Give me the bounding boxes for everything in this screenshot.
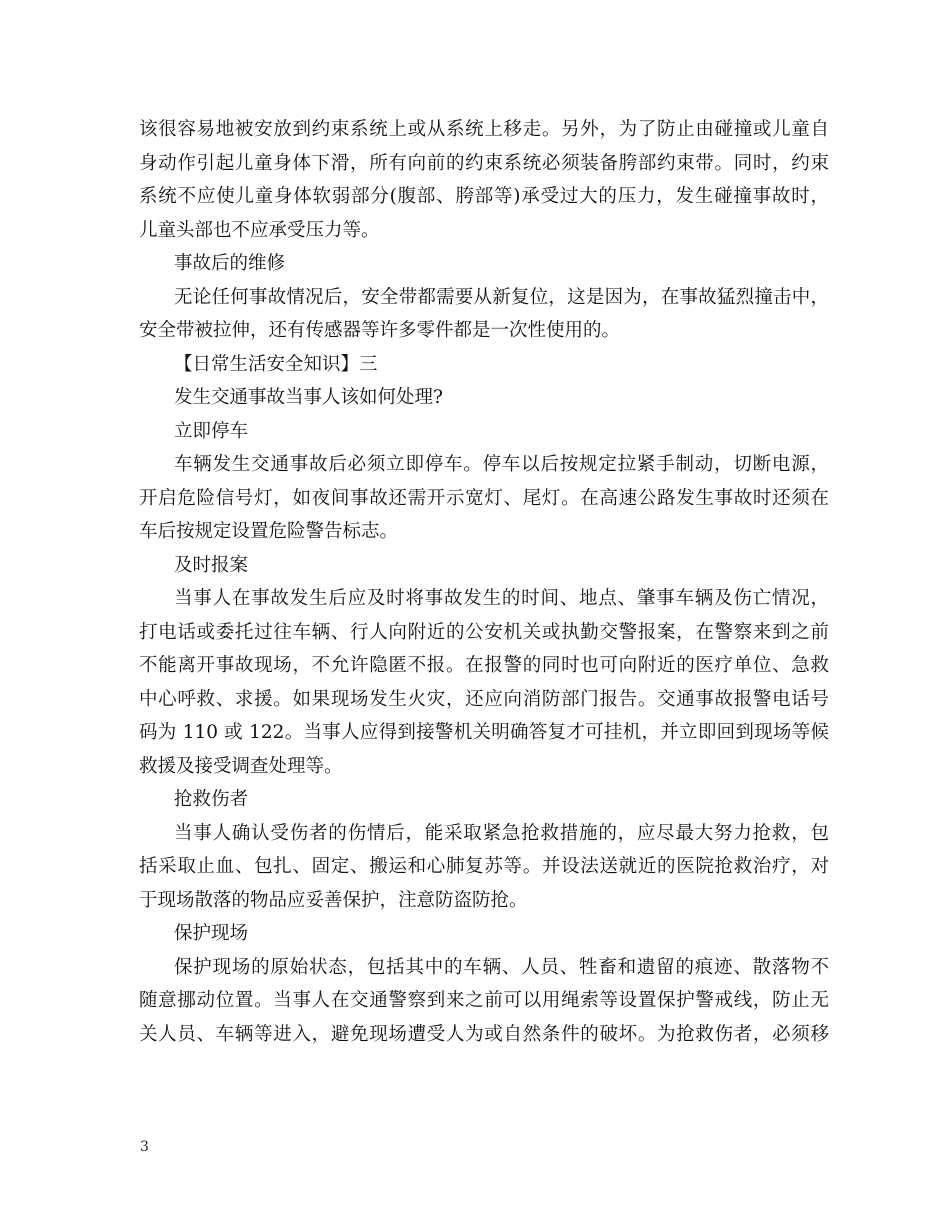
text-line: 码为 110 或 122。当事人应得到接警机关明确答复才可挂机，并立即回到现场等候: [139, 722, 829, 743]
section-heading: 及时报案: [174, 554, 249, 576]
section-heading: 保护现场: [174, 923, 249, 944]
section-heading: 立即停车: [174, 420, 249, 442]
text-line: 关人员、车辆等进入，避免现场遭受人为或自然条件的破坏。为抢救伤者，必须移: [139, 1023, 829, 1045]
text-line: 当事人确认受伤者的伤情后，能采取紧急抢救措施的，应尽最大努力抢救，包: [174, 822, 829, 844]
section-heading: 【日常生活安全知识】三: [174, 353, 378, 375]
text-line: 儿童头部也不应承受压力等。: [139, 219, 380, 241]
text-line: 无论任何事故情况后，安全带都需要从新复位，这是因为，在事故猛烈撞击中，: [174, 286, 829, 308]
text-line: 车辆发生交通事故后必须立即停车。停车以后按规定拉紧手制动，切断电源，: [174, 454, 829, 475]
text-line: 于现场散落的物品应妥善保护，注意防盗防抢。: [139, 889, 528, 911]
text-line: 系统不应使儿童身体软弱部分(腹部、胯部等)承受过大的压力，发生碰撞事故时，: [139, 186, 829, 207]
text-line: 当事人在事故发生后应及时将事故发生的时间、地点、肇事车辆及伤亡情况，: [174, 588, 829, 609]
text-line: 保护现场的原始状态，包括其中的车辆、人员、牲畜和遗留的痕迹、散落物不: [174, 956, 829, 978]
document-body: [139, 113, 829, 1051]
text-line: 救援及接受调查处理等。: [139, 755, 343, 777]
text-line: 打电话或委托过往车辆、行人向附近的公安机关或执勤交警报案，在警察来到之前: [139, 621, 829, 643]
text-line: 括采取止血、包扎、固定、搬运和心肺复苏等。并设法送就近的医院抢救治疗，对: [139, 856, 829, 877]
text-line: 中心呼救、求援。如果现场发生火灾，还应向消防部门报告。交通事故报警电话号: [139, 688, 829, 710]
text-line: 车后按规定设置危险警告标志。: [139, 521, 399, 542]
text-line: 随意挪动位置。当事人在交通警察到来之前可以用绳索等设置保护警戒线，防止无: [139, 990, 829, 1011]
section-heading: 发生交通事故当事人该如何处理?: [174, 387, 443, 408]
text-line: 不能离开事故现场，不允许隐匿不报。在报警的同时也可向附近的医疗单位、急救: [139, 655, 829, 676]
page-number: 3: [140, 1139, 149, 1155]
text-line: 开启危险信号灯，如夜间事故还需开示宽灯、尾灯。在高速公路发生事故时还须在: [139, 487, 829, 509]
text-line: 该很容易地被安放到约束系统上或从系统上移走。另外，为了防止由碰撞或儿童自: [139, 119, 829, 140]
text-line: 安全带被拉伸，还有传感器等许多零件都是一次性使用的。: [139, 320, 621, 341]
section-heading: 事故后的维修: [174, 253, 286, 274]
section-heading: 抢救伤者: [174, 789, 249, 810]
text-line: 身动作引起儿童身体下滑，所有向前的约束系统必须装备胯部约束带。同时，约束: [139, 152, 829, 174]
